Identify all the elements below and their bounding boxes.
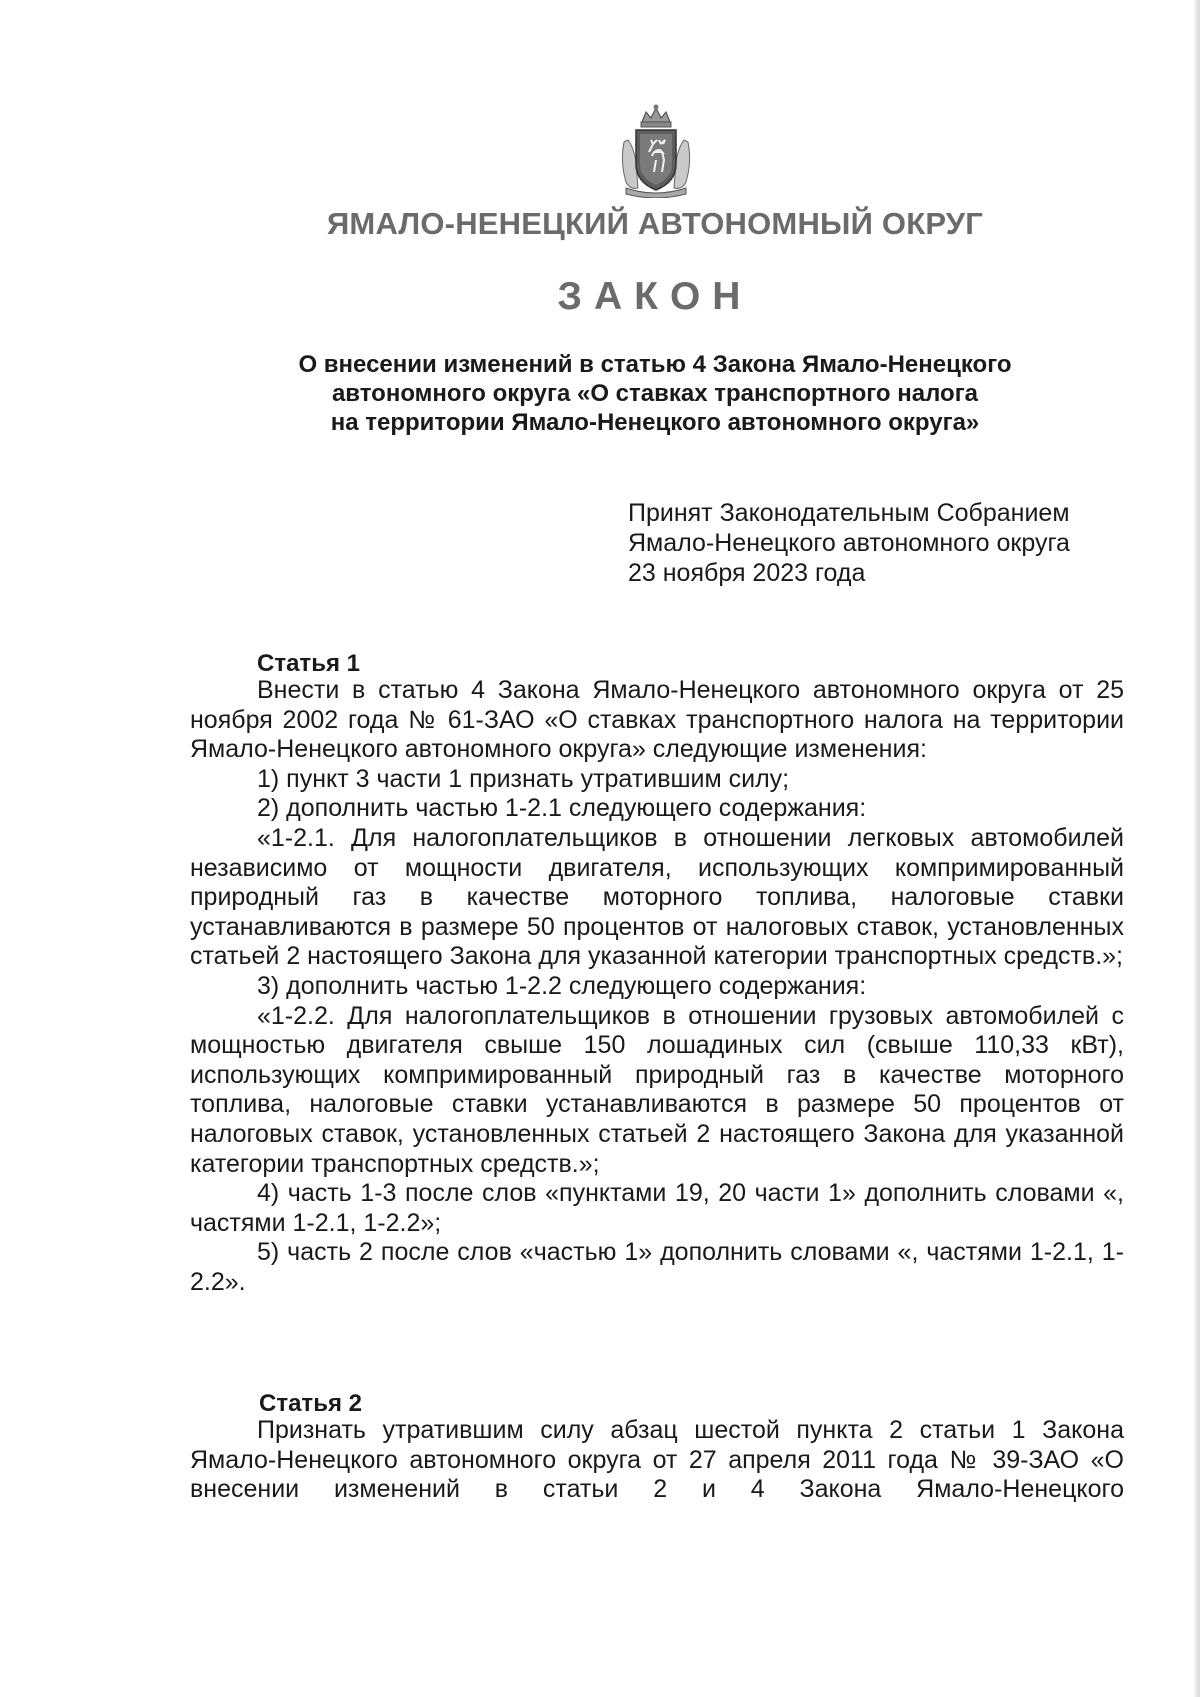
page-edge [1194, 0, 1200, 1697]
article-paragraph: 2) дополнить частью 1-2.1 следующего содержания: [257, 794, 867, 823]
article-2-body [190, 1416, 1124, 1505]
law-subtitle [200, 350, 1110, 437]
article-1-heading: Статья 1 [257, 650, 360, 677]
law-title: ЗАКОН [557, 275, 753, 318]
article-paragraph: 1) пункт 3 части 1 признать утратившим силу; [257, 764, 790, 793]
article-1-body [190, 676, 1124, 1297]
adoption-block [628, 498, 1128, 588]
article-paragraph: «1-2.1. Для налогоплательщиков в отношении легковых автомобилей независимо от мощности двигателя, использующих компримированный природный газ в качестве моторного топлива, налоговые ставки устанавливаются в размере 50 процентов от налоговых ставок, установленных статьей 2 настоящего Закона для указанной категории транспортных средств.»; [190, 823, 1124, 971]
coat-of-arms-icon [616, 102, 696, 198]
article-paragraph: 3) дополнить частью 1-2.2 следующего содержания: [257, 971, 867, 1000]
article-paragraph: 5) часть 2 после слов «частью 1» дополнить словами «, частями 1-2.1, 1-2.2». [190, 1238, 1124, 1296]
article-paragraph: Внести в статью 4 Закона Ямало-Ненецкого автономного округа от 25 ноября 2002 года № 61-ЗАО «О ставках транспортного налога на территории Ямало-Ненецкого автономного округа» следующие изменения: [190, 676, 1124, 764]
article-paragraph: 4) часть 1-3 после слов «пунктами 19, 20 части 1» дополнить словами «, частями 1-2.1, 1-2.2»; [190, 1179, 1124, 1237]
region-title: ЯМАЛО-НЕНЕЦКИЙ АВТОНОМНЫЙ ОКРУГ [326, 206, 984, 241]
subtitle-line: О внесении изменений в статью 4 Закона Ямало-Ненецкого [298, 351, 1012, 378]
subtitle-line: автономного округа «О ставках транспортного налога [331, 380, 979, 407]
subtitle-line: на территории Ямало-Ненецкого автономного округа» [330, 409, 980, 436]
adoption-date: 23 ноября 2023 года [628, 559, 866, 587]
adoption-line: Ямало-Ненецкого автономного округа [628, 529, 1070, 557]
article-2-heading: Статья 2 [259, 1390, 362, 1417]
adoption-line: Принят Законодательным Собранием [628, 499, 1070, 527]
article-paragraph: «1-2.2. Для налогоплательщиков в отношении грузовых автомобилей с мощностью двигателя свыше 150 лошадиных сил (свыше 110,33 кВт), использующих компримированный природный газ в качестве моторного топлива, налоговые ставки устанавливаются в размере 50 процентов от налоговых ставок, установленных статьей 2 настоящего Закона для указанной категории транспортных средств.»; [190, 1001, 1124, 1178]
article-paragraph: Признать утратившим силу абзац шестой пункта 2 статьи 1 Закона Ямало-Ненецкого автономного округа от 27 апреля 2011 года № 39-ЗАО «О внесении изменений в статьи 2 и 4 Закона Ямало-Ненецкого [190, 1416, 1124, 1504]
